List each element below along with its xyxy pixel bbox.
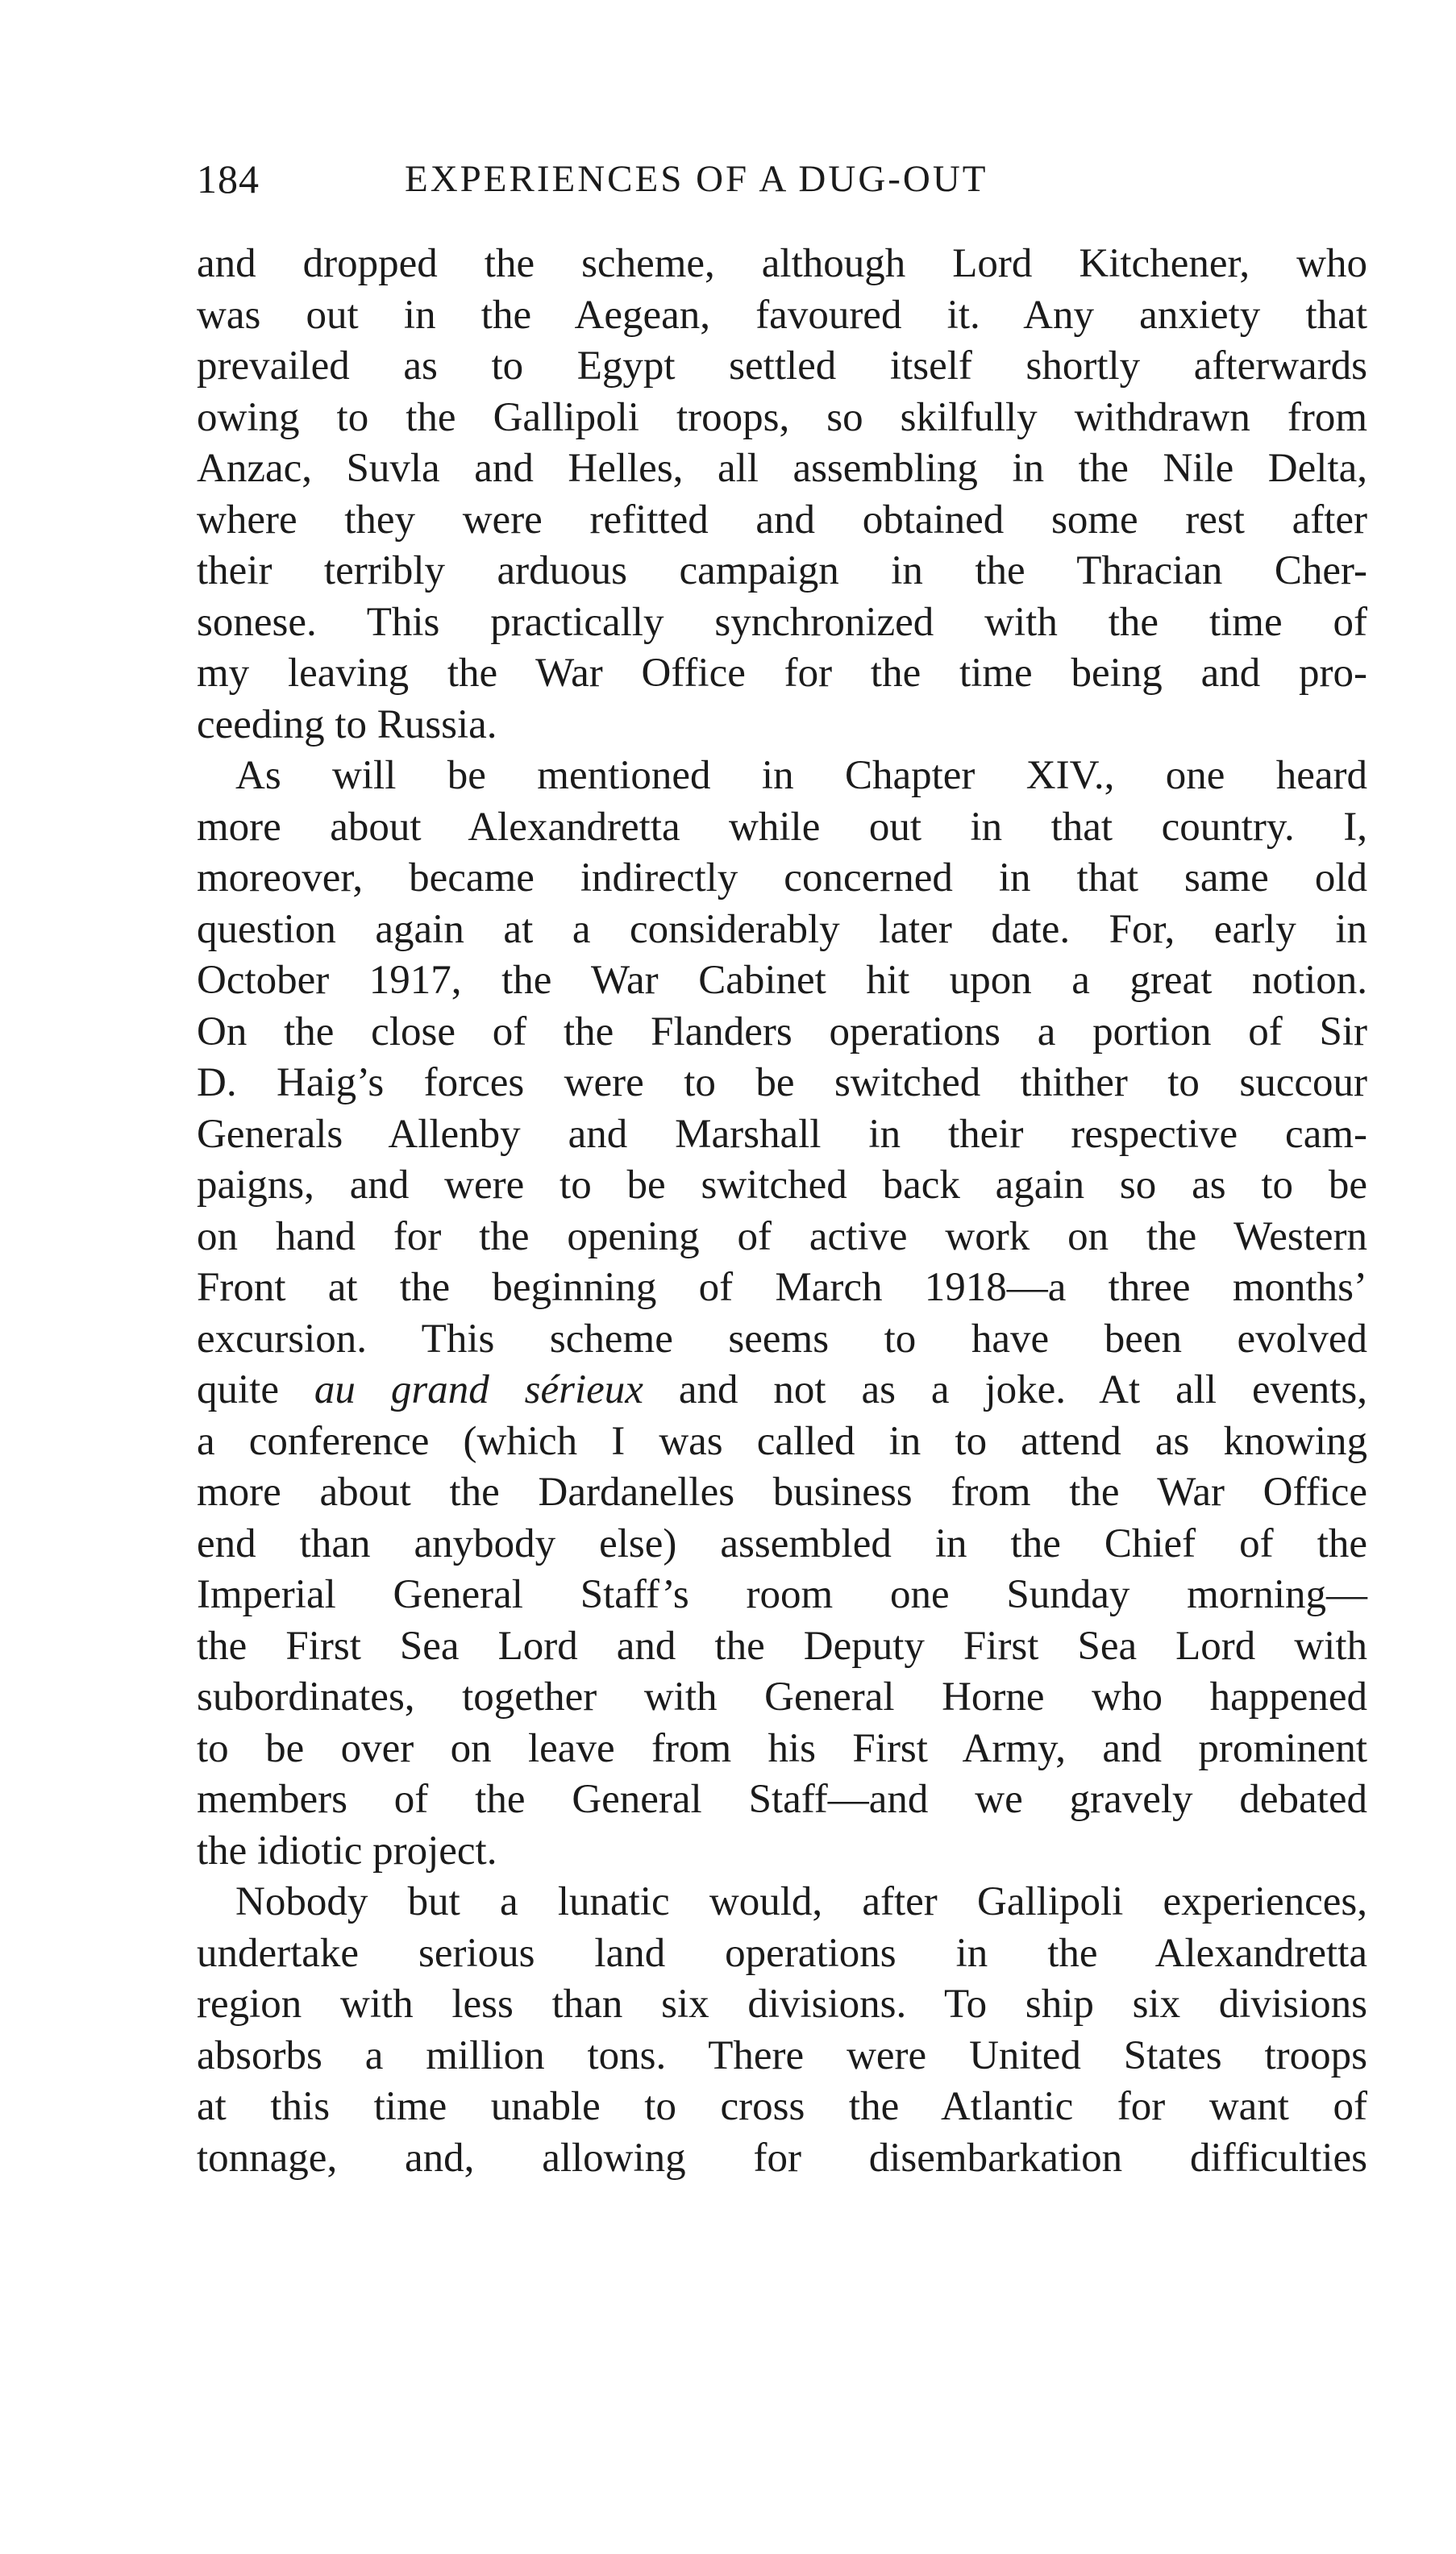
text-line: question again at a considerably later date. For, early in <box>197 906 1367 952</box>
text-line: the idiotic project. <box>197 1828 497 1874</box>
running-head <box>197 153 1367 205</box>
text-line: was out in the Aegean, favoured it. Any anxiety that <box>197 292 1367 338</box>
text-line-with-italic <box>197 1365 1367 1416</box>
text-line: region with less than six divisions. To ship six divisions <box>197 1982 1367 2027</box>
body-text <box>197 239 1367 2184</box>
text-line: at this time unable to cross the Atlantic for want of <box>197 2084 1367 2129</box>
text-line: members of the General Staff—and we gravely debated <box>197 1777 1367 1822</box>
running-title: EXPERIENCES OF A DUG-OUT <box>405 158 988 200</box>
text-line: my leaving the War Office for the time being and pro- <box>197 651 1367 696</box>
text-line: tonnage, and, allowing for disembarkation difficulties <box>197 2135 1367 2181</box>
text-line: October 1917, the War Cabinet hit upon a great notion. <box>197 958 1367 1003</box>
text-line: paigns, and were to be switched back again so as to be <box>197 1163 1367 1208</box>
text-line: on hand for the opening of active work on the Western <box>197 1213 1367 1259</box>
text-line: and dropped the scheme, although Lord Kitchener, who <box>197 241 1367 286</box>
text-line: moreover, became indirectly concerned in that same old <box>197 855 1367 901</box>
text-line: subordinates, together with General Horne who happened <box>197 1674 1367 1720</box>
text-line: As will be mentioned in Chapter XIV., one heard <box>235 753 1367 798</box>
text-line: Front at the beginning of March 1918—a three months’ <box>197 1265 1367 1310</box>
text-line: undertake serious land operations in the Alexandretta <box>197 1930 1367 1976</box>
text-line: sonese. This practically synchronized with the time of <box>197 599 1367 645</box>
line-segment: and not as a joke. At all events, <box>678 1367 1368 1412</box>
text-line: On the close of the Flanders operations a portion of Sir <box>197 1009 1367 1054</box>
text-line: excursion. This scheme seems to have been evolved <box>197 1316 1367 1362</box>
text-line: their terribly arduous campaign in the Thracian Cher- <box>197 548 1367 593</box>
text-line: absorbs a million tons. There were United States troops <box>197 2032 1367 2078</box>
text-line: D. Haig’s forces were to be switched thither to succour <box>197 1060 1367 1105</box>
text-line: owing to the Gallipoli troops, so skilfully withdrawn from <box>197 394 1367 440</box>
text-line: end than anybody else) assembled in the Chief of the <box>197 1520 1367 1566</box>
text-line: to be over on leave from his First Army, and prominent <box>197 1725 1367 1771</box>
text-line: Generals Allenby and Marshall in their respective cam- <box>197 1111 1367 1157</box>
text-line: where they were refitted and obtained some rest after <box>197 497 1367 543</box>
page-number: 184 <box>197 156 260 202</box>
text-line: Imperial General Staff’s room one Sunday morning— <box>197 1572 1367 1617</box>
text-line: more about the Dardanelles business from the War Office <box>197 1470 1367 1515</box>
text-line: a conference (which I was called in to attend as knowing <box>197 1418 1367 1464</box>
text-line: prevailed as to Egypt settled itself shortly afterwards <box>197 343 1367 389</box>
text-line: the First Sea Lord and the Deputy First Sea Lord with <box>197 1623 1367 1669</box>
text-line: more about Alexandretta while out in that country. I, <box>197 804 1367 850</box>
text-line: ceeding to Russia. <box>197 701 497 747</box>
italic-phrase: au grand sérieux <box>314 1367 643 1412</box>
line-segment: quite <box>197 1367 279 1412</box>
text-line: Nobody but a lunatic would, after Gallipoli experiences, <box>235 1879 1367 1924</box>
text-line: Anzac, Suvla and Helles, all assembling in the Nile Delta, <box>197 446 1367 491</box>
